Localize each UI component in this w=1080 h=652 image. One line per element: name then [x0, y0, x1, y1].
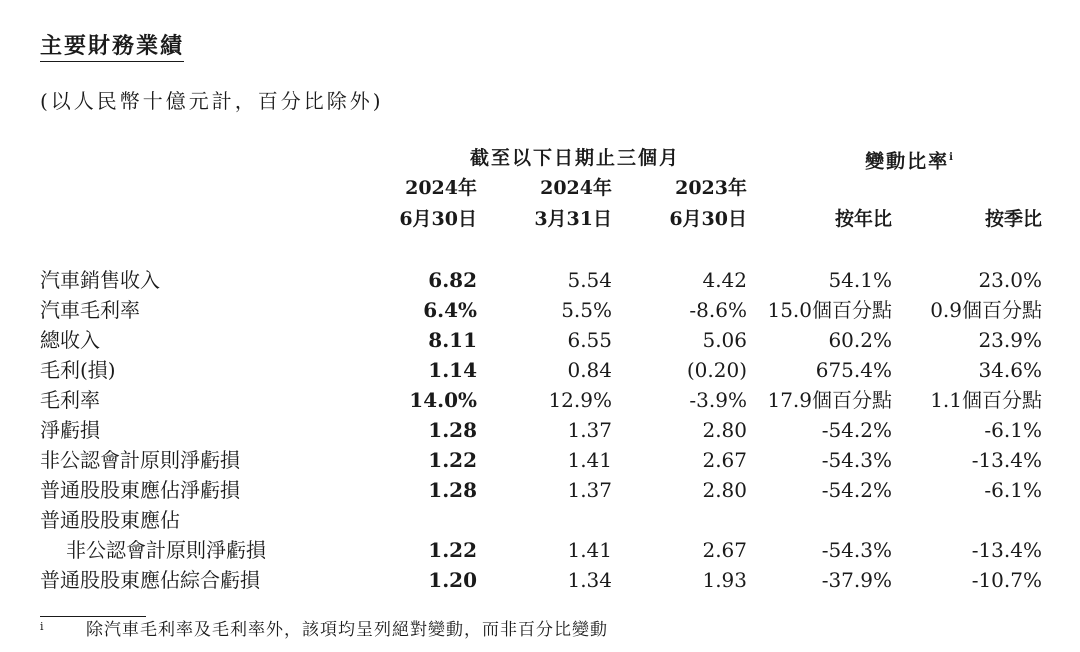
row-label: 普通股股東應佔: [40, 508, 180, 532]
cell-c2: 12.9%: [548, 388, 612, 412]
cell-c4: 54.1%: [828, 268, 892, 292]
cell-c4: 675.4%: [815, 358, 892, 382]
table-row: [0, 265, 1080, 295]
cell-c3: 2.80: [702, 478, 747, 502]
table-row: [0, 535, 1080, 565]
column-header-year: 2024年: [540, 177, 612, 199]
cell-c2: 0.84: [567, 358, 612, 382]
column-header-date: 6月30日: [669, 208, 747, 230]
change-group-header: [830, 145, 990, 174]
cell-c5: 34.6%: [978, 358, 1042, 382]
row-label: 普通股股東應佔綜合虧損: [40, 568, 260, 592]
row-label: 普通股股東應佔淨虧損: [40, 478, 240, 502]
cell-c4: -37.9%: [821, 568, 892, 592]
table-row: [0, 505, 1080, 535]
units-note: (以人民幣十億元計，百分比除外): [40, 89, 384, 113]
footnote-ref: i: [949, 152, 955, 163]
table-row: [0, 385, 1080, 415]
row-label: 毛利率: [40, 388, 100, 412]
row-label: 非公認會計原則淨虧損: [66, 538, 266, 562]
row-label: 毛利(損): [40, 358, 116, 382]
cell-c2: 6.55: [567, 328, 612, 352]
financial-table-body: [0, 265, 1080, 595]
cell-c3: -8.6%: [689, 298, 747, 322]
cell-c4: -54.2%: [821, 418, 892, 442]
cell-c5: -13.4%: [971, 538, 1042, 562]
cell-c3: 2.67: [702, 448, 747, 472]
column-header-date: 6月30日: [399, 208, 477, 230]
cell-c4: 17.9個百分點: [767, 388, 892, 412]
table-row: [0, 445, 1080, 475]
cell-c1: 1.14: [428, 358, 477, 382]
column-header-date: 3月31日: [534, 208, 612, 230]
cell-c5: -6.1%: [984, 418, 1042, 442]
column-header-blank: [732, 173, 892, 204]
cell-c1: 1.22: [428, 538, 477, 562]
cell-c1: 1.22: [428, 448, 477, 472]
cell-c2: 1.37: [567, 418, 612, 442]
section-title: 主要財務業績: [40, 33, 184, 62]
period-group-header: [395, 145, 755, 171]
row-label: 汽車毛利率: [40, 298, 140, 322]
cell-c2: 1.37: [567, 478, 612, 502]
cell-c5: -6.1%: [984, 478, 1042, 502]
cell-c1: 1.28: [428, 418, 477, 442]
cell-c2: 1.34: [567, 568, 612, 592]
footnote-mark: i: [40, 620, 44, 633]
cell-c4: -54.3%: [821, 448, 892, 472]
table-row: [0, 355, 1080, 385]
cell-c4: -54.2%: [821, 478, 892, 502]
cell-c5: 23.9%: [978, 328, 1042, 352]
cell-c3: 2.67: [702, 538, 747, 562]
row-label: 總收入: [40, 328, 100, 352]
table-row: [0, 475, 1080, 505]
cell-c5: 0.9個百分點: [930, 298, 1042, 322]
row-label: 汽車銷售收入: [40, 268, 160, 292]
footnote-text: 除汽車毛利率及毛利率外，該項均呈列絕對變動，而非百分比變動: [86, 620, 608, 640]
cell-c2: 5.54: [567, 268, 612, 292]
cell-c3: 1.93: [702, 568, 747, 592]
cell-c5: -13.4%: [971, 448, 1042, 472]
cell-c1: 1.20: [428, 568, 477, 592]
column-header-label: 按季比: [984, 208, 1042, 230]
table-row: [0, 565, 1080, 595]
column-header-label: 按年比: [834, 208, 892, 230]
cell-c2: 1.41: [567, 538, 612, 562]
period-group-label: 截至以下日期止三個月: [469, 147, 680, 169]
table-row: [0, 325, 1080, 355]
cell-c3: 4.42: [702, 268, 747, 292]
cell-c1: 1.28: [428, 478, 477, 502]
cell-c3: 5.06: [702, 328, 747, 352]
cell-c4: 15.0個百分點: [767, 298, 892, 322]
cell-c2: 5.5%: [561, 298, 612, 322]
column-header-blank: [882, 173, 1042, 204]
cell-c3: 2.80: [702, 418, 747, 442]
table-row: [0, 415, 1080, 445]
column-header-qoq: [882, 173, 1042, 235]
cell-c5: 23.0%: [978, 268, 1042, 292]
cell-c1: 6.82: [428, 268, 477, 292]
cell-c1: 8.11: [428, 328, 477, 352]
row-label: 非公認會計原則淨虧損: [40, 448, 240, 472]
cell-c1: 6.4%: [423, 298, 477, 322]
cell-c3: (0.20): [686, 358, 747, 382]
cell-c2: 1.41: [567, 448, 612, 472]
column-header-year: 2023年: [675, 177, 747, 199]
cell-c3: -3.9%: [689, 388, 747, 412]
column-header-q2-2023: [587, 173, 747, 235]
column-header-year: 2024年: [405, 177, 477, 199]
row-label: 淨虧損: [40, 418, 100, 442]
cell-c1: 14.0%: [409, 388, 477, 412]
cell-c5: -10.7%: [971, 568, 1042, 592]
table-row: [0, 295, 1080, 325]
column-header-yoy: [732, 173, 892, 235]
cell-c4: -54.3%: [821, 538, 892, 562]
cell-c5: 1.1個百分點: [930, 388, 1042, 412]
change-group-label: 變動比率: [865, 150, 950, 173]
footnote-divider: [40, 616, 146, 617]
cell-c4: 60.2%: [828, 328, 892, 352]
